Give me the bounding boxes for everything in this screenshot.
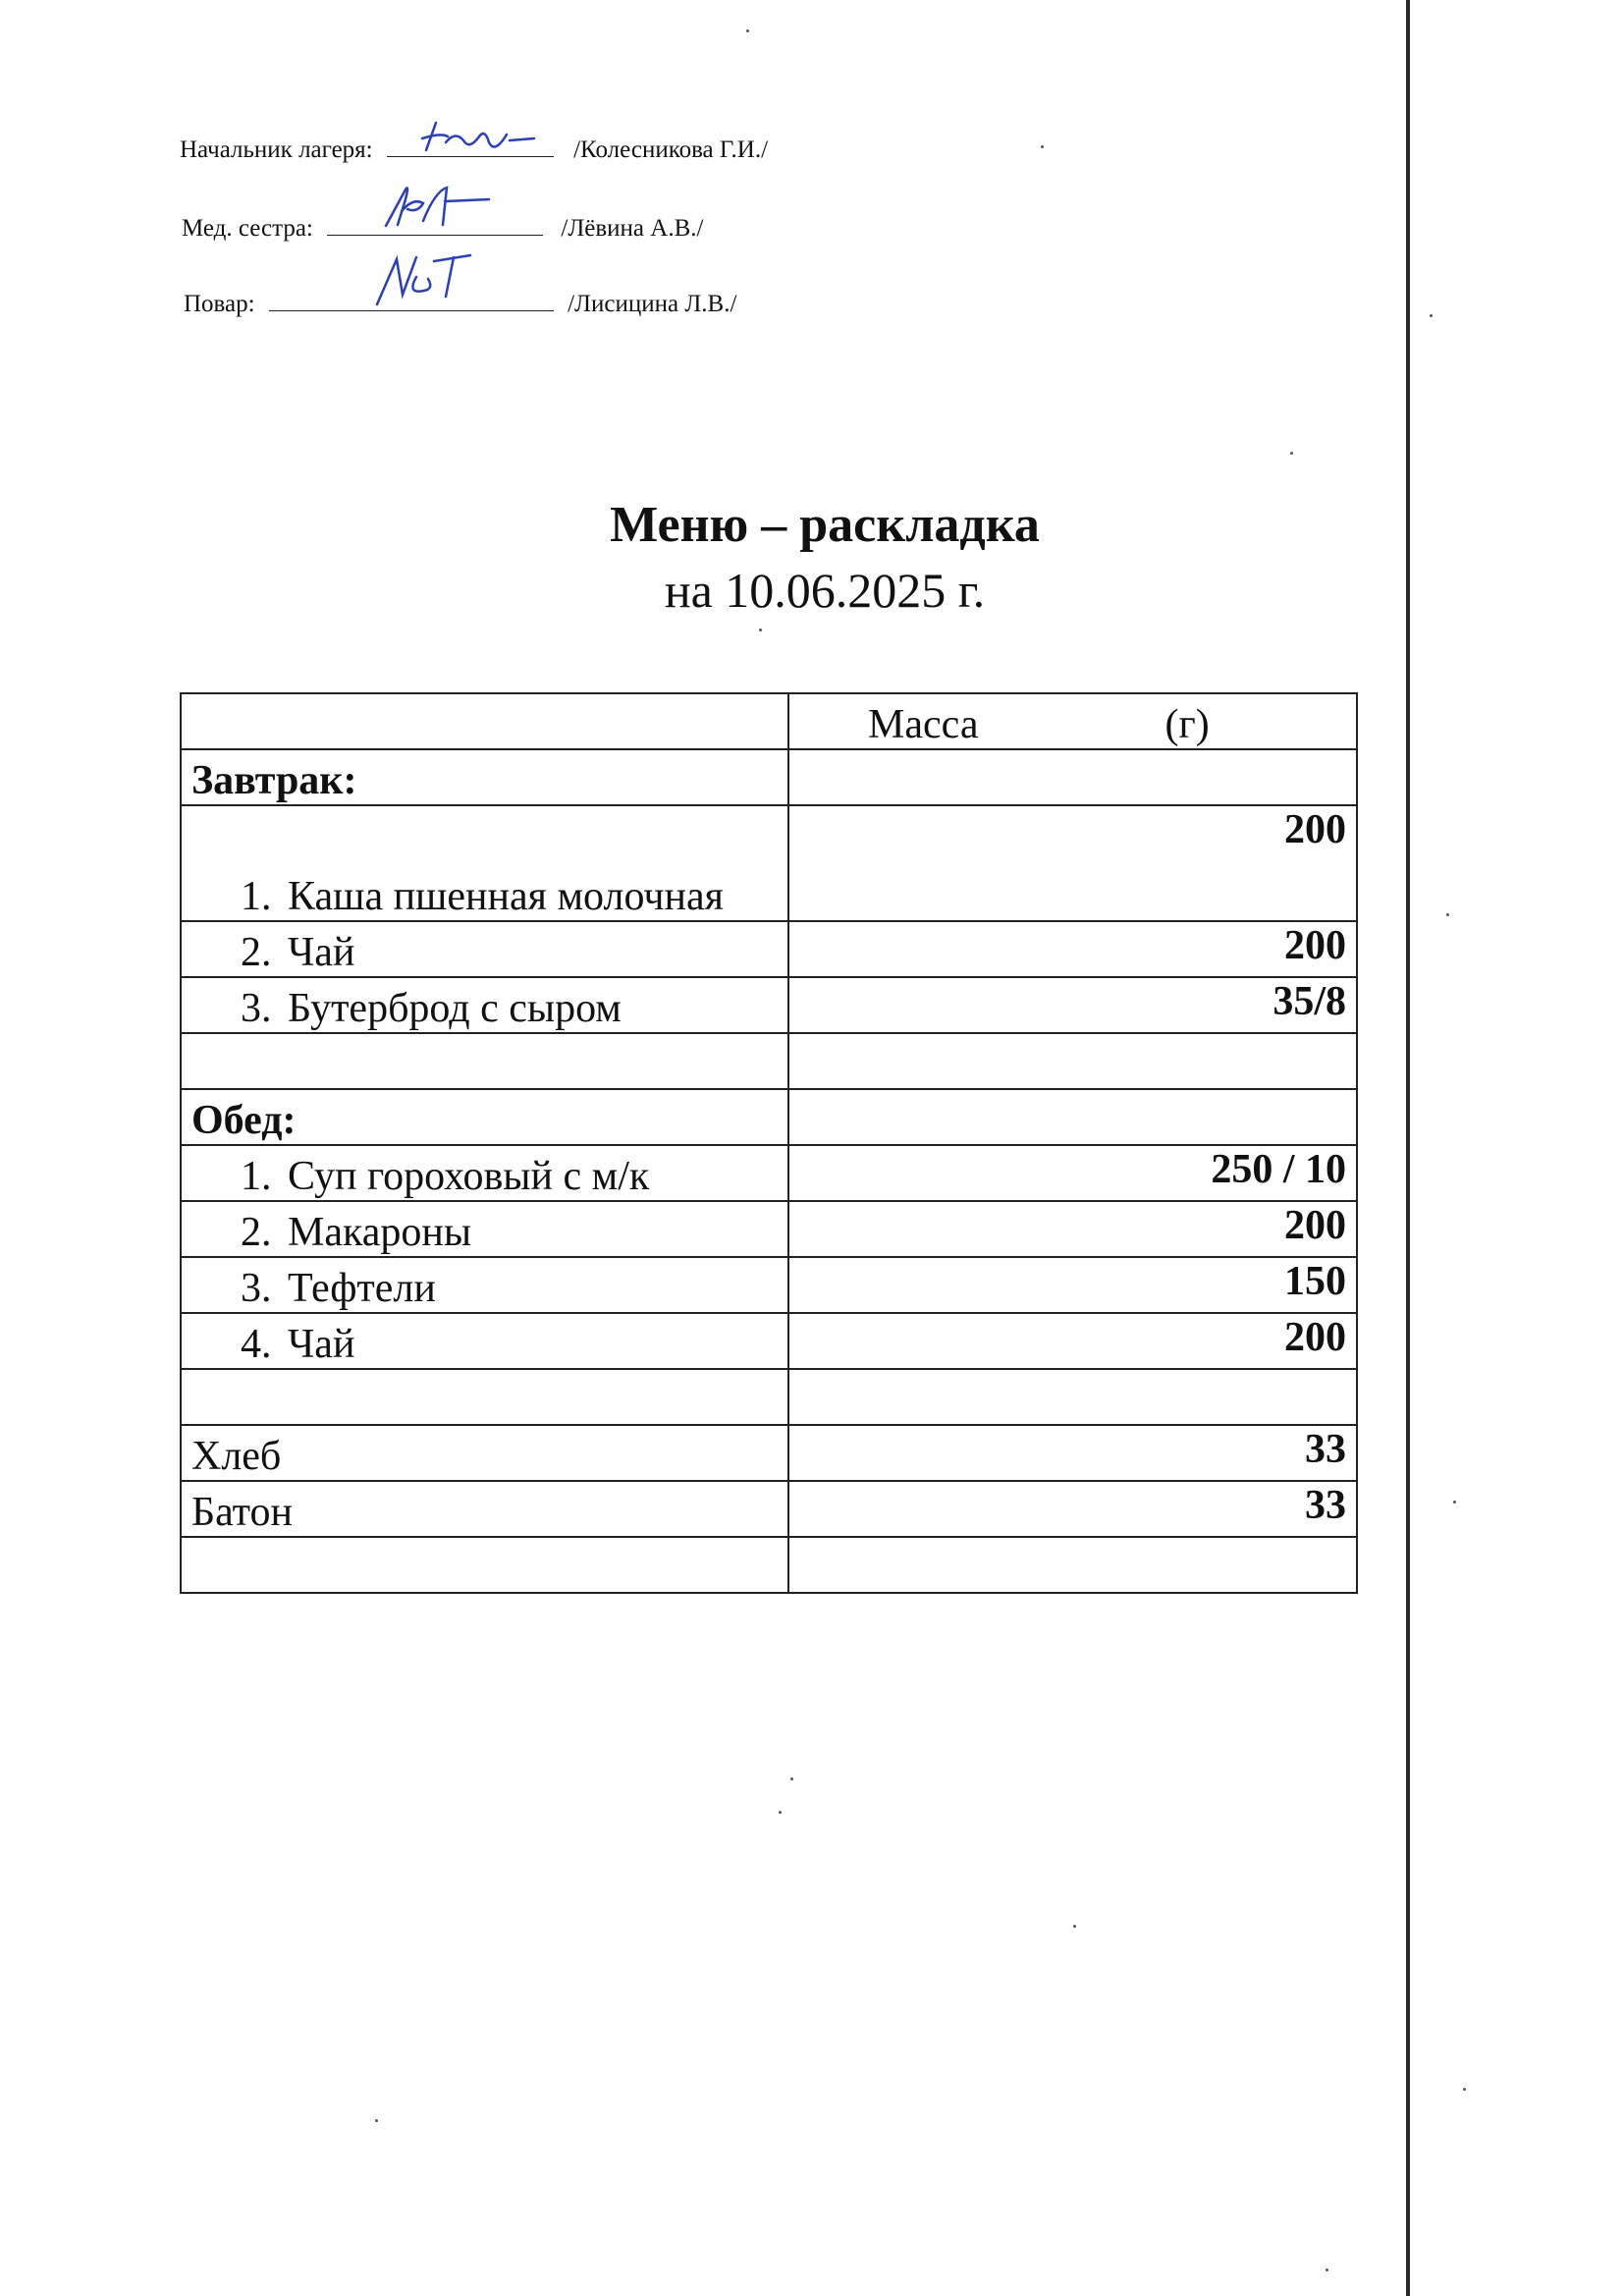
item-number: 1. [241,1154,272,1199]
section-row-lunch [181,1089,1357,1145]
item-name: Суп гороховый с м/к [288,1154,650,1199]
item-mass: 200 [788,805,1357,921]
item-name: Макароны [288,1210,472,1255]
scan-speck [1430,314,1433,317]
signature-name: /Лисицина Л.В./ [568,291,737,317]
signature-name: /Колесникова Г.И./ [573,137,769,163]
table-cell [181,1033,788,1089]
table-cell [181,977,788,1033]
item-name: Хлеб [181,1425,788,1481]
table-cell [788,1033,1357,1089]
item-name: Батон [181,1481,788,1537]
scan-speck [375,2119,378,2122]
table-cell [788,1369,1357,1425]
item-number: 2. [241,1210,272,1255]
item-mass: 250 / 10 [788,1145,1357,1201]
signature-row-director [180,133,768,164]
signature-row-nurse [182,211,703,243]
table-cell [181,1313,788,1369]
table-cell [181,1369,788,1425]
scan-speck [1290,452,1293,455]
handwritten-signature [327,182,543,241]
item-name: Чай [288,1322,355,1367]
item-number: 3. [241,986,272,1031]
signature-name: /Лёвина А.В./ [561,215,704,242]
mass-unit-header: (г) [1164,702,1210,747]
table-row [181,1313,1357,1369]
mass-header: Масса [868,702,979,747]
table-row [181,1145,1357,1201]
table-cell [788,693,1357,749]
handwritten-signature [269,247,554,316]
item-name: Тефтели [288,1266,436,1311]
item-mass: 200 [788,1313,1357,1369]
item-number: 3. [241,1266,272,1311]
item-mass: 35/8 [788,977,1357,1033]
table-row [181,1425,1357,1481]
signature-role: Мед. сестра: [182,215,313,242]
table-cell [788,749,1357,805]
table-cell [181,693,788,749]
signature-role: Начальник лагеря: [180,137,373,163]
signature-line [327,211,543,236]
item-name: Каша пшенная молочная [288,874,724,919]
table-row [181,1201,1357,1257]
handwritten-signature [387,113,554,162]
item-mass: 33 [788,1425,1357,1481]
page-date: на 10.06.2025 г. [664,563,986,618]
item-mass: 200 [788,921,1357,977]
item-name: Чай [288,930,355,975]
signature-line [387,133,554,157]
signature-role: Повар: [184,291,255,317]
scan-speck [759,629,762,631]
scan-speck [1463,2088,1466,2091]
table-cell [181,1201,788,1257]
table-header-row [181,693,1357,749]
section-label: Завтрак: [181,749,788,805]
signature-line [269,287,554,311]
item-number: 4. [241,1322,272,1367]
table-cell [181,805,788,921]
table-row [181,1481,1357,1537]
empty-row [181,1537,1357,1593]
table-cell [181,921,788,977]
table-row [181,1257,1357,1313]
item-name: Бутерброд с сыром [288,986,622,1031]
section-label: Обед: [181,1089,788,1145]
table-cell [181,1145,788,1201]
empty-row [181,1369,1357,1425]
page-edge-rule [1406,0,1410,2296]
page-title: Меню – раскладка [610,497,1040,553]
item-mass: 200 [788,1201,1357,1257]
table-row [181,977,1357,1033]
scan-speck [1453,1501,1456,1503]
table-cell [788,1537,1357,1593]
scan-speck [1326,2269,1328,2271]
scan-speck [779,1811,782,1814]
table-cell [181,1257,788,1313]
scan-speck [790,1777,793,1780]
scan-speck [1446,913,1449,916]
scan-speck [1073,1925,1076,1928]
scan-speck [746,29,749,32]
item-mass: 150 [788,1257,1357,1313]
signature-row-cook [184,287,736,318]
section-row-breakfast [181,749,1357,805]
table-cell [788,1089,1357,1145]
table-row [181,805,1357,921]
table-cell [181,1537,788,1593]
scan-speck [1041,145,1044,148]
item-number: 1. [241,874,272,919]
item-number: 2. [241,930,272,975]
table-row [181,921,1357,977]
menu-table [180,692,1358,1594]
empty-row [181,1033,1357,1089]
item-mass: 33 [788,1481,1357,1537]
